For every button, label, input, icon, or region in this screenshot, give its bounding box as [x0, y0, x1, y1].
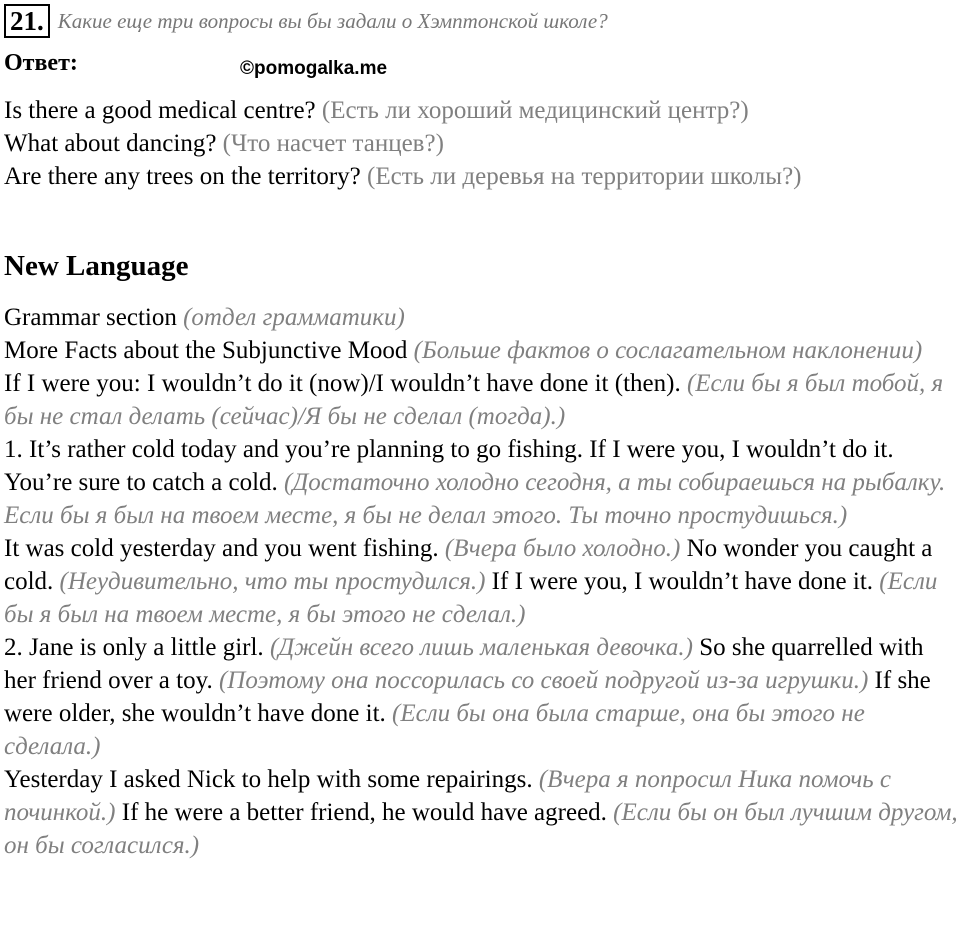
- task-question: Какие еще три вопросы вы бы задали о Хэмптонской школе?: [57, 8, 608, 33]
- answer-ru: (Есть ли деревья на территории школы?): [367, 163, 802, 190]
- text-en: If I were you, I wouldn’t have done it.: [491, 568, 874, 595]
- answer-en: Is there a good medical centre?: [4, 97, 316, 124]
- watermark: ©pomogalka.me: [240, 58, 388, 79]
- paragraph: [4, 532, 959, 631]
- answer-line: [4, 94, 802, 127]
- answer-en: What about dancing?: [4, 130, 217, 157]
- answer-line: [4, 160, 802, 193]
- text-en: 1. It’s rather cold today and you’re planning to go fishing. If I were you, I wouldn’t do it. You’re sure to catch a cold.: [4, 436, 894, 496]
- text-en: No wonder you caught a cold.: [4, 535, 933, 595]
- answer-en: Are there any trees on the territory?: [4, 163, 361, 190]
- text-en: 2. Jane is only a little girl.: [4, 634, 264, 661]
- text-ru: (Неудивительно, что ты простудился.): [59, 568, 486, 595]
- section-title: New Language: [4, 250, 189, 282]
- answer-ru: (Есть ли хороший медицинский центр?): [321, 97, 749, 124]
- text-en: If I were you: I wouldn’t do it (now)/I wouldn’t have done it (then).: [4, 370, 681, 397]
- paragraph: [4, 367, 959, 433]
- text-en: So she quarrelled with her friend over a toy.: [4, 634, 924, 694]
- text-ru: (отдел грамматики): [183, 304, 405, 331]
- text-ru: (Если бы я был тобой, я бы не стал делать (сейчас)/Я бы не сделал (тогда).): [4, 370, 944, 430]
- paragraph: [4, 763, 959, 862]
- task-header: [4, 3, 608, 39]
- answer-line: [4, 127, 802, 160]
- text-ru: (Больше фактов о сослагательном наклонении): [413, 337, 923, 364]
- answer-label: Ответ:: [4, 50, 78, 76]
- text-ru: (Если бы я был на твоем месте, я бы этого не сделал.): [4, 568, 938, 628]
- text-en: More Facts about the Subjunctive Mood: [4, 337, 408, 364]
- paragraph: [4, 301, 959, 334]
- text-en: Grammar section: [4, 304, 177, 331]
- text-en: It was cold yesterday and you went fishing.: [4, 535, 439, 562]
- paragraph: [4, 433, 959, 532]
- section-body: [4, 301, 959, 862]
- text-en: Yesterday I asked Nick to help with some repairings.: [4, 766, 533, 793]
- text-ru: (Вчера я попросил Ника помочь с починкой.): [4, 766, 892, 826]
- text-en: If he were a better friend, he would have agreed.: [121, 799, 607, 826]
- text-ru: (Если бы она была старше, она бы этого не сделала.): [4, 700, 865, 760]
- answer-list: [4, 94, 802, 193]
- answer-ru: (Что насчет танцев?): [222, 130, 444, 157]
- paragraph: [4, 334, 959, 367]
- task-number: 21.: [4, 4, 50, 38]
- text-en: If she were older, she wouldn’t have done it.: [4, 667, 931, 727]
- text-ru: (Достаточно холодно сегодня, а ты собираешься на рыбалку. Если бы я был на твоем месте, я бы не делал этого. Ты точно простудишься.): [4, 469, 946, 529]
- text-ru: (Джейн всего лишь маленькая девочка.): [269, 634, 693, 661]
- text-ru: (Если бы он был лучшим другом, он бы согласился.): [4, 799, 958, 859]
- text-ru: (Поэтому она поссорилась со своей подругой из-за игрушки.): [218, 667, 869, 694]
- text-ru: (Вчера было холодно.): [444, 535, 681, 562]
- paragraph: [4, 631, 959, 763]
